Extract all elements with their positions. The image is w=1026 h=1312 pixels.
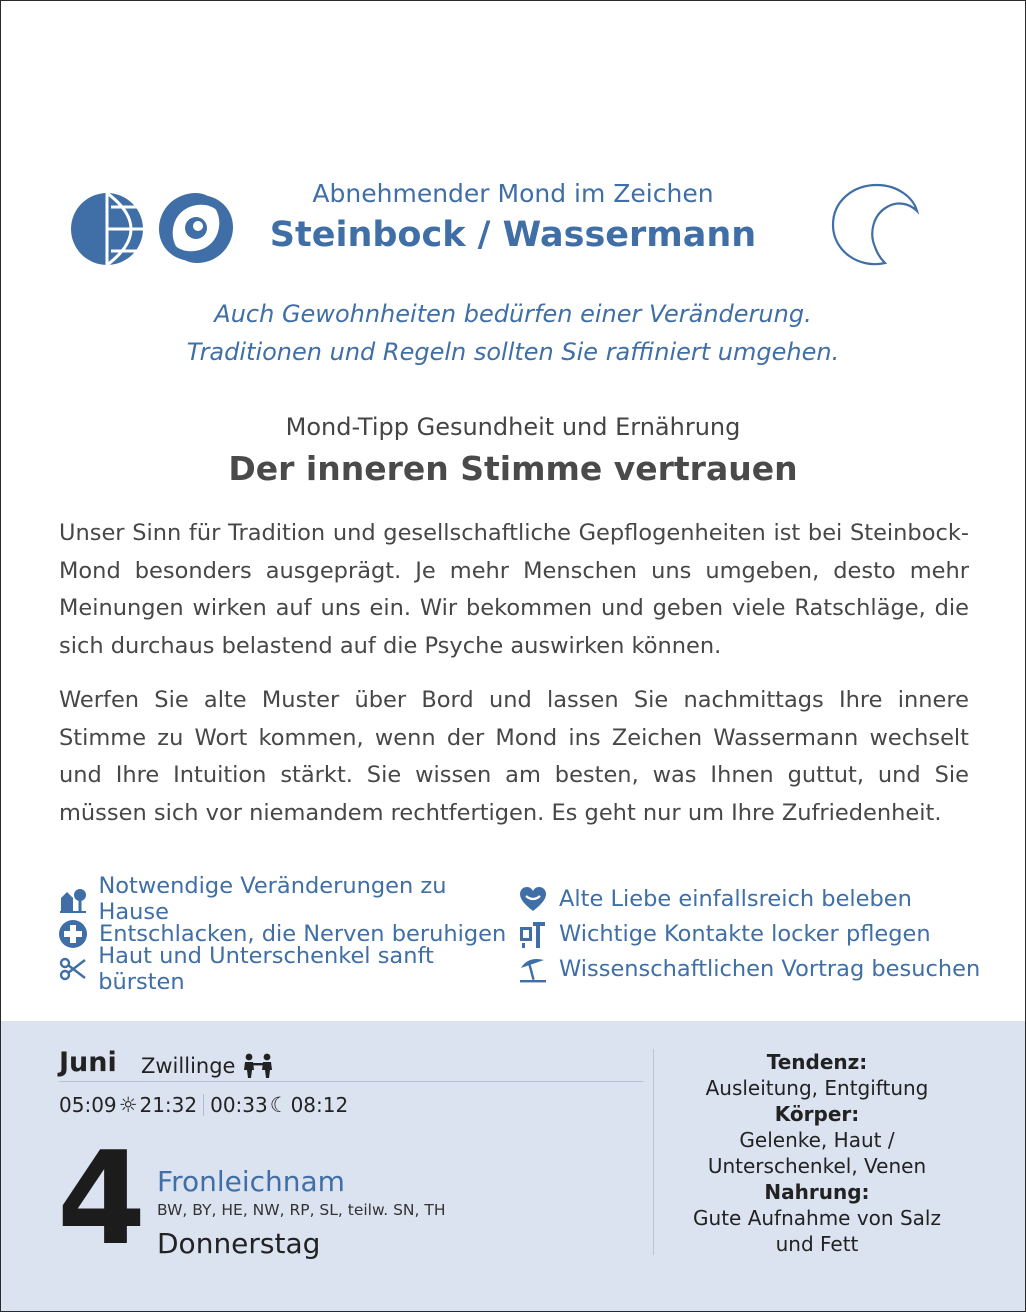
leisure-umbrella-icon [517,954,549,984]
zodiac [141,1053,279,1079]
gemini-icon [239,1053,279,1079]
zodiac-sign-line: Steinbock / Wassermann [269,215,757,255]
activity-item [517,919,931,949]
activity-text: Wichtige Kontakte locker pflegen [559,920,931,947]
moon-influence-summary [661,1049,973,1257]
tip-label: Mond-Tipp Gesundheit und Ernährung [285,413,741,441]
koerper-line-1: Gelenke, Haut / [739,1128,895,1152]
holiday-name: Fronleichnam [157,1165,345,1198]
day-number: 4 [57,1125,147,1274]
tendenz-value: Ausleitung, Entgiftung [705,1076,929,1100]
nahrung-line-2: und Fett [775,1232,859,1256]
nahrung-label: Nahrung: [764,1180,870,1204]
activity-text: Haut und Unterschenkel sanft bürsten [98,942,434,995]
moon-icon: ☾ [269,1093,289,1117]
nahrung-line-1: Gute Aufnahme von Salz [693,1206,941,1230]
motto-line-2: Traditionen und Regeln sollten Sie raffiniert umgehen. [186,338,840,366]
moon-phase-line: Abnehmender Mond im Zeichen [312,179,714,208]
koerper-label: Körper: [774,1102,860,1126]
koerper-line-2: Unterschenkel, Venen [707,1154,927,1178]
home-garden-icon [57,884,88,914]
beauty-scissors-icon [57,954,88,984]
sunset-time: 21:32 [139,1093,198,1117]
activity-item [517,954,980,984]
activity-text: Entschlacken, die Nerven beruhigen [99,920,507,947]
moonset-time: 08:12 [290,1093,349,1117]
time-separator [203,1094,204,1116]
tip-title: Der inneren Stimme vertrauen [228,449,798,488]
tip-body [59,515,969,849]
moonrise-time: 00:33 [210,1093,268,1117]
sun-moon-times [59,1093,348,1117]
tendenz-label: Tendenz: [766,1050,868,1074]
activity-text: Wissenschaftlichen Vortrag besuchen [559,955,981,982]
contacts-icon [517,919,549,949]
tip-paragraph-1: Unser Sinn für Tradition und gesellschaftliche Gepflogenheiten ist bei Steinbock-Mond besonders ausgeprägt. Je mehr Menschen uns umgeben, desto mehr Meinungen wirken auf uns ein. Wir bekommen und geben viele Ratschläge, die sich durchaus belastend auf die Psyche auswirken können. [59,520,969,659]
weekday: Donnerstag [157,1227,321,1260]
footer-divider [59,1081,643,1082]
calendar-footer [1,1021,1025,1311]
heart-icon [517,884,549,914]
tip-paragraph-2: Werfen Sie alte Muster über Bord und lassen Sie nachmittags Ihre innere Stimme zu Wort kommen, wenn der Mond ins Zeichen Wassermann wechselt und Ihre Intuition stärkt. Sie wissen am besten, was Ihnen guttut, und Sie müssen sich vor niemandem rechtfertigen. Es geht nur um Ihre Zufriedenheit. [59,687,969,826]
holiday-states: BW, BY, HE, NW, RP, SL, teilw. SN, TH [157,1201,446,1219]
activity-list [57,872,987,995]
motto-line-1: Auch Gewohnheiten bedürfen einer Veränderung. [214,300,812,328]
sunrise-time: 05:09 [59,1093,117,1117]
activity-item [517,884,912,914]
activity-text: Alte Liebe einfallsreich beleben [559,885,912,912]
zodiac-label: Zwillinge [141,1054,236,1078]
activity-item [57,943,517,995]
month: Juni [59,1047,117,1078]
activity-item [57,873,517,925]
activity-text: Notwendige Veränderungen zu Hause [98,872,447,925]
footer-vertical-divider [653,1049,654,1255]
sun-icon: ☼ [118,1093,138,1117]
motto [1,295,1025,371]
